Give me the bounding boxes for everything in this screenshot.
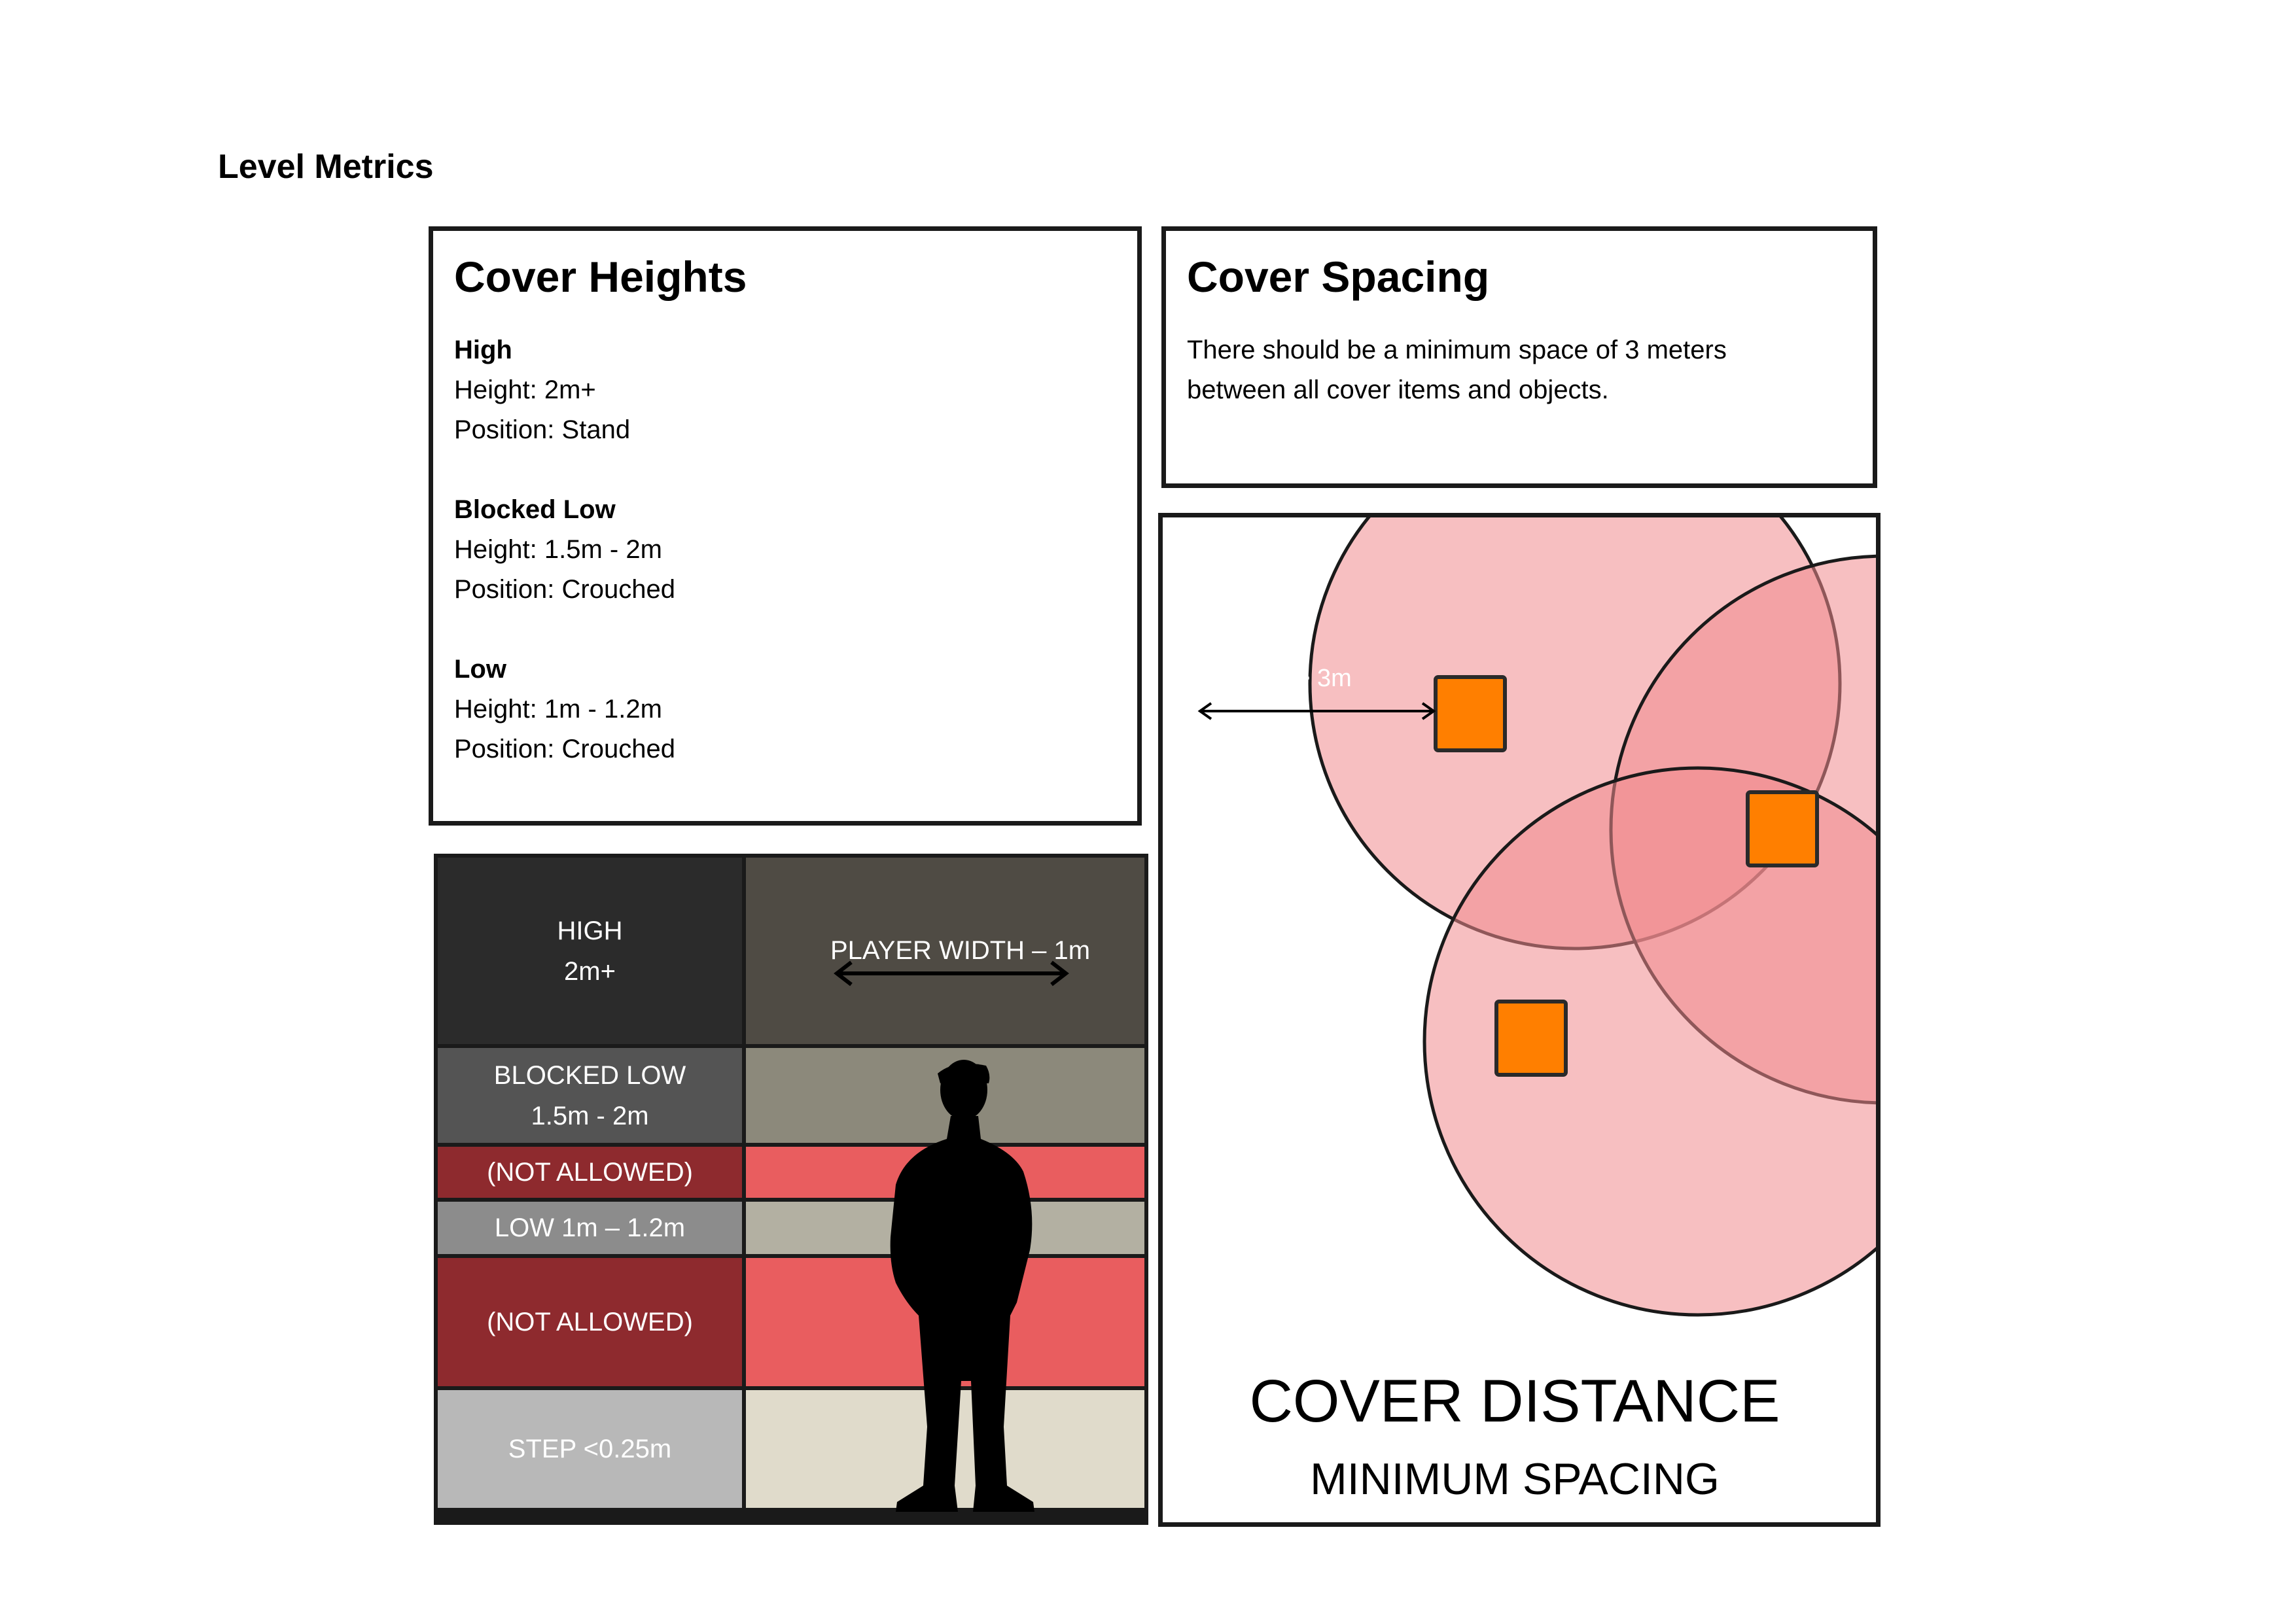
player-width-arrow	[837, 962, 1066, 985]
player-diagram-overlay	[438, 858, 1144, 1521]
row-label-line: STEP <0.25m	[508, 1435, 672, 1463]
cover-object-icon	[1436, 677, 1505, 750]
cover-spacing-line: There should be a minimum space of 3 meters	[1187, 336, 1727, 364]
cover-spacing-panel	[1161, 226, 1877, 488]
row-label-line: 1.5m - 2m	[531, 1101, 649, 1130]
page-title: Level Metrics	[218, 148, 434, 186]
cover-type-name: Low	[454, 655, 506, 684]
cover-type-height: Height: 1.5m - 2m	[454, 535, 662, 564]
row-label-line: LOW 1m – 1.2m	[494, 1213, 686, 1242]
cover-object-icon	[1496, 1002, 1566, 1075]
distance-measure-label: > 3m	[1296, 665, 1352, 692]
cover-height-diagram	[434, 854, 1148, 1525]
row-label-line: (NOT ALLOWED)	[487, 1158, 693, 1187]
cover-spacing-line: between all cover items and objects.	[1187, 375, 1609, 404]
cover-type-position: Position: Stand	[454, 415, 631, 444]
cover-type-height: Height: 1m - 1.2m	[454, 695, 662, 724]
row-label-line: (NOT ALLOWED)	[487, 1308, 693, 1336]
cover-type-name: High	[454, 336, 512, 364]
cover-spacing-text	[1187, 330, 1727, 410]
cover-type-position: Position: Crouched	[454, 575, 675, 604]
cover-distance-subtitle: MINIMUM SPACING	[1310, 1454, 1720, 1504]
player-silhouette-icon	[891, 1060, 1034, 1512]
player-width-label: PLAYER WIDTH – 1m	[830, 936, 1091, 965]
cover-type-name: Blocked Low	[454, 495, 616, 524]
cover-spacing-title: Cover Spacing	[1187, 253, 1490, 301]
cover-object-icon	[1748, 792, 1817, 865]
cover-type-high	[454, 330, 630, 450]
cover-type-height: Height: 2m+	[454, 375, 596, 404]
row-label-line: BLOCKED LOW	[493, 1060, 686, 1090]
row-label-line: 2m+	[564, 956, 616, 986]
cover-type-blocked-low	[454, 490, 675, 610]
cover-type-low	[454, 650, 675, 769]
cover-heights-panel	[429, 226, 1142, 826]
row-label-line: HIGH	[557, 916, 623, 945]
cover-heights-title: Cover Heights	[454, 253, 747, 301]
cover-type-position: Position: Crouched	[454, 735, 675, 763]
cover-distance-title: COVER DISTANCE	[1249, 1368, 1780, 1435]
